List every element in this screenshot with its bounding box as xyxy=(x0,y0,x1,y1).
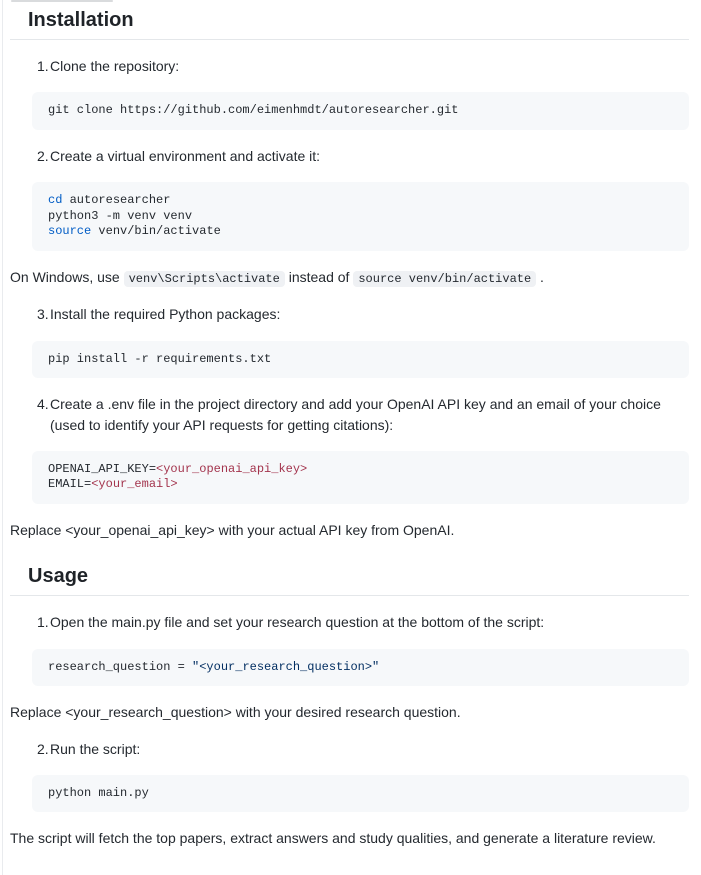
replace-api-key-paragraph xyxy=(10,520,689,540)
readme-body xyxy=(2,0,701,875)
text-segment: On Windows, use xyxy=(10,268,124,285)
code-block-run-script xyxy=(32,775,689,813)
step-number: 1. xyxy=(37,614,49,631)
step-text: Run the script: xyxy=(50,740,141,757)
code-line: source venv/bin/activate xyxy=(48,224,221,239)
code-line: cd autoresearcher xyxy=(48,193,171,208)
step-text: Clone the repository: xyxy=(50,58,180,74)
text-segment: instead of xyxy=(284,268,354,285)
step-number: 3. xyxy=(37,306,49,323)
install-step-4 xyxy=(10,394,689,435)
code-block-research-question xyxy=(32,649,689,687)
step-text: Create a .env file in the project directory and add your OpenAI API key and an email of your choice (used to identify your API requests for getting citations): xyxy=(50,396,661,433)
windows-note-paragraph xyxy=(10,267,689,288)
replace-question-paragraph xyxy=(10,702,689,722)
install-step-2 xyxy=(10,146,689,166)
code-block-venv xyxy=(32,182,689,251)
inline-code: source venv/bin/activate xyxy=(353,271,536,287)
text-segment: The script will fetch the top papers, extract answers and study qualities, and generate a literature review. xyxy=(10,830,656,847)
usage-step-2 xyxy=(10,739,689,759)
inline-code: venv\Scripts\activate xyxy=(124,271,285,287)
install-step-1 xyxy=(10,56,689,76)
code-line: research_question = "<your_research_question>" xyxy=(48,659,380,674)
usage-step-1 xyxy=(10,612,689,632)
step-number: 2. xyxy=(37,147,49,164)
step-text: Install the required Python packages: xyxy=(50,306,281,323)
section-heading-usage: Usage xyxy=(10,564,689,596)
code-line: OPENAI_API_KEY=<your_openai_api_key> xyxy=(48,461,308,476)
text-segment: . xyxy=(536,268,544,285)
code-block-git-clone xyxy=(32,92,689,130)
code-line: git clone https://github.com/eimenhmdt/autoresearcher.git xyxy=(48,103,459,118)
install-step-3 xyxy=(10,304,689,324)
text-segment: Replace <your_openai_api_key> with your actual API key from OpenAI. xyxy=(10,522,455,539)
code-line: EMAIL=<your_email> xyxy=(48,477,178,492)
step-number: 2. xyxy=(37,740,49,757)
code-line: python main.py xyxy=(48,785,149,800)
step-text: Create a virtual environment and activate it: xyxy=(50,147,321,164)
step-number: 1. xyxy=(37,58,49,74)
section-usage xyxy=(10,564,689,848)
cropped-content-remnant xyxy=(11,0,113,2)
code-block-pip-install xyxy=(32,341,689,379)
code-line: pip install -r requirements.txt xyxy=(48,351,272,366)
code-block-env-file xyxy=(32,451,689,504)
step-number: 4. xyxy=(37,396,49,413)
step-text: Open the main.py file and set your research question at the bottom of the script: xyxy=(50,614,545,631)
section-installation xyxy=(10,8,689,540)
text-segment: Replace <your_research_question> with your desired research question. xyxy=(10,704,461,721)
script-summary-paragraph xyxy=(10,828,689,848)
section-heading-installation: Installation xyxy=(10,8,689,40)
code-line: python3 -m venv venv xyxy=(48,208,193,223)
